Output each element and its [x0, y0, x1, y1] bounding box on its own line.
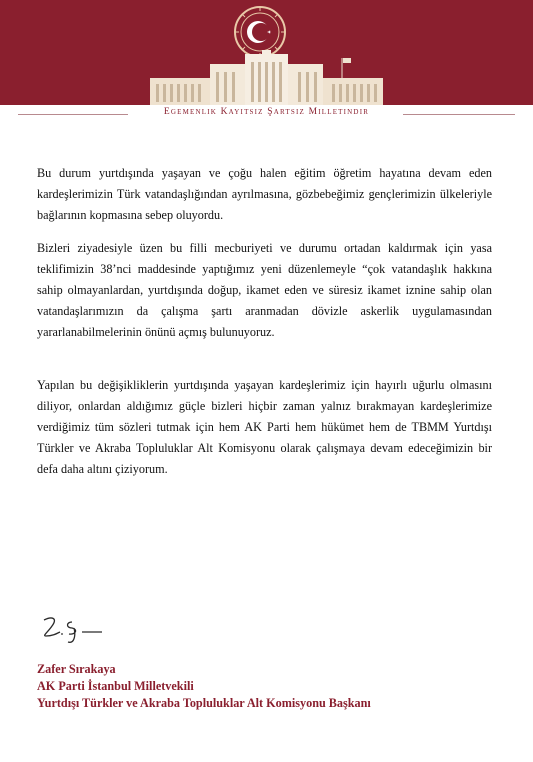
letterhead-band: [0, 0, 533, 105]
signatory-title: AK Parti İstanbul Milletvekili: [37, 679, 194, 693]
signature-block: [37, 661, 507, 712]
body-paragraph-1: Bu durum yurtdışında yaşayan ve çoğu halen eğitim öğretim hayatına devam eden kardeşlerimizin Türk vatandaşlığından ayrılmasına, gözbebeğimiz gençlerimizin ülkeleriyle bağlarının kopmasına sebep oluyordu.: [37, 166, 492, 222]
body-paragraph-2: Bizleri ziyadesiyle üzen bu filli mecburiyeti ve durumu ortadan kaldırmak için yasa teklifimizin 38’nci maddesinde yaptığımız yeni düzenlemeyle “çok vatandaşlık hakkına sahip olmayanlardan, yurtdışında doğup, ikamet eden ve süresiz ikamet iznine sahip olan vatandaşlarımızın da çalışma şartı aranmadan dövizle askerlik uygulamasından yararlanabilmelerinin önünü açmış bulunuyoruz.: [37, 241, 492, 339]
body-paragraph-3: Yapılan bu değişikliklerin yurtdışında yaşayan kardeşlerimiz için hayırlı uğurlu olmasını diliyor, onlardan aldığımız güçle bizleri hiçbir zaman yalnız bırakmayan kardeşlerimize verdiğimiz tüm sözleri tutmak için hem AK Parti hem hükümet hem de TBMM Yurtdışı Türkler ve Akraba Topluluklar Alt Komisyonu olarak çalışmaya devam edeceğimizin bir defa daha altını çiziyorum.: [37, 378, 492, 476]
handwritten-signature-icon: [38, 612, 108, 646]
signatory-name: Zafer Sırakaya: [37, 662, 116, 676]
parliament-building-icon: [150, 50, 383, 105]
signatory-position: Yurtdışı Türkler ve Akraba Topluluklar Alt Komisyonu Başkanı: [37, 696, 371, 710]
letterhead-motto: Egemenlik Kayıtsız Şartsız Milletindir: [163, 107, 370, 117]
